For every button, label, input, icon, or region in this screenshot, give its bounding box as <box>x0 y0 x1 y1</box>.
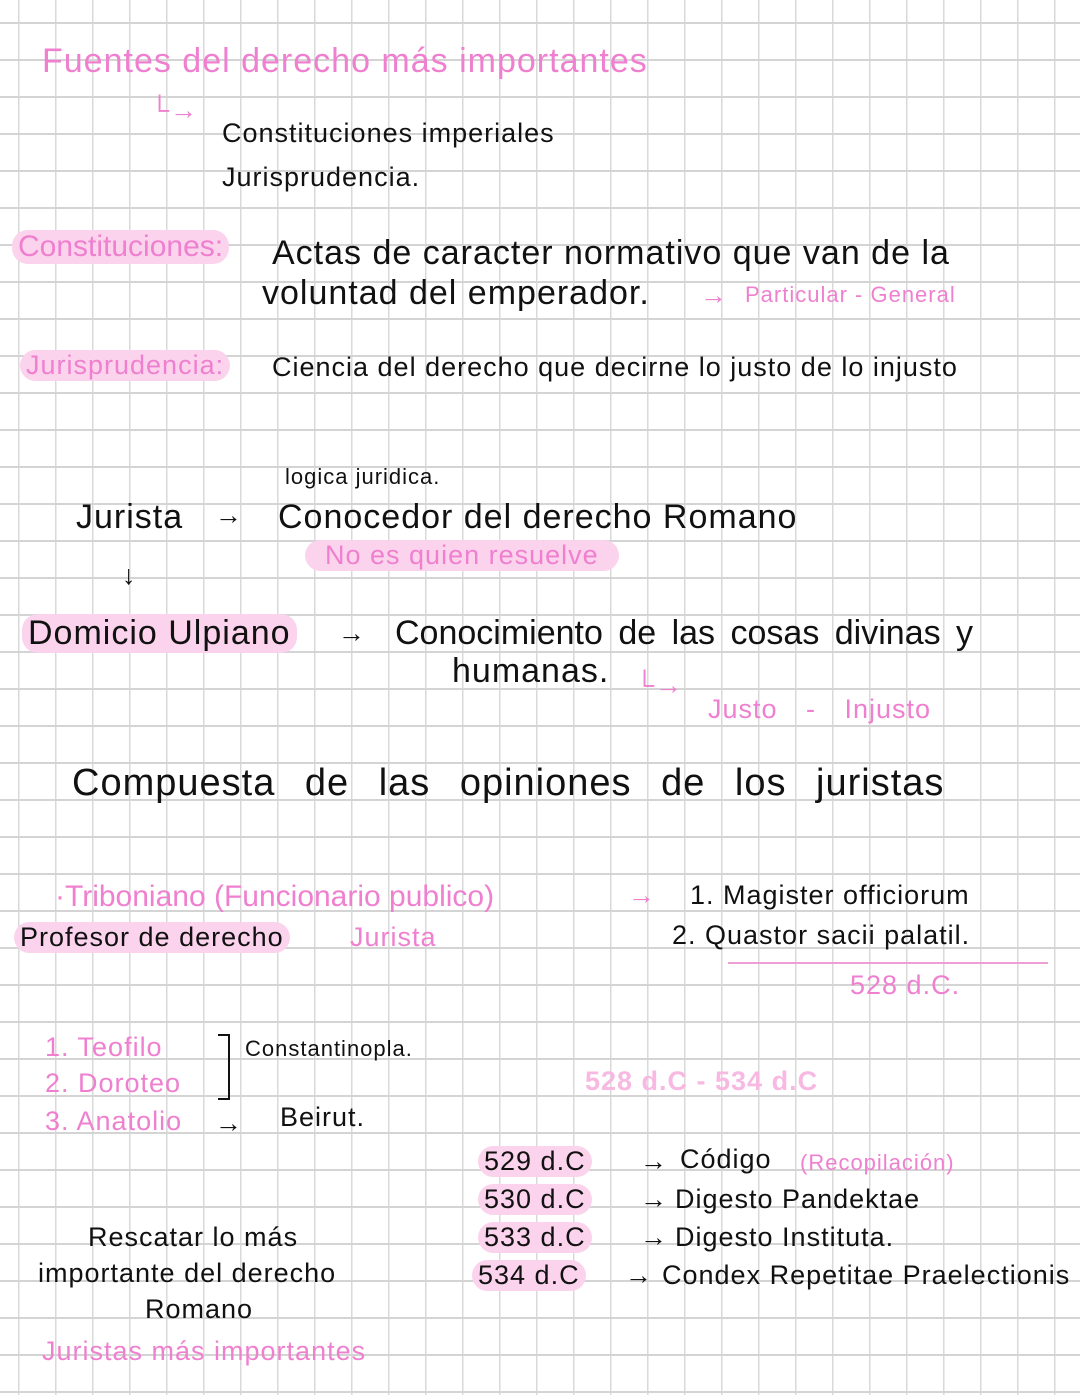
triboniano-date: 528 d.C. <box>850 970 961 1000</box>
jurisprudencia-label: Jurisprudencia: <box>20 350 230 381</box>
footer-heading: Juristas más importantes <box>42 1336 367 1366</box>
arrow-icon: → <box>700 280 728 310</box>
arrow-icon: → <box>215 1108 243 1138</box>
triboniano-item: 1. Magister officiorum <box>690 880 970 910</box>
timeline-text: Condex Repetitae Praelectionis <box>662 1260 1071 1290</box>
timeline-note: (Recopilación) <box>800 1150 955 1175</box>
branch-arrow-icon: └→ <box>635 670 684 700</box>
note-above: logica juridica. <box>285 464 441 489</box>
jurist-item: 1. Teofilo <box>45 1032 163 1062</box>
jurist-item: 3. Anatolio <box>45 1106 183 1136</box>
constituciones-label: Constituciones: <box>12 230 229 264</box>
jurista-label: Jurista <box>76 498 184 536</box>
timeline-text: Código <box>680 1144 772 1174</box>
triboniano-role: Profesor de derecho <box>14 922 290 953</box>
timeline-text: Digesto Instituta. <box>675 1222 895 1252</box>
source-item: Jurisprudencia. <box>222 162 421 192</box>
place-constantinopla: Constantinopla. <box>245 1036 413 1061</box>
arrow-icon: → <box>640 1146 668 1176</box>
page-title: Fuentes del derecho más importantes <box>42 42 648 80</box>
place-beirut: Beirut. <box>280 1102 366 1132</box>
timeline-date: 534 d.C <box>472 1260 586 1291</box>
jurisprudencia-text: Ciencia del derecho que decirne lo justo de lo injusto <box>272 352 958 382</box>
ulpiano-text: humanas. <box>452 652 610 690</box>
constituciones-text: voluntad del emperador. <box>262 274 650 312</box>
arrow-icon: → <box>625 1260 653 1290</box>
arrow-icon: → <box>628 880 656 910</box>
compuesta-text: Compuesta de las opiniones de los juristas <box>72 762 945 804</box>
source-item: Constituciones imperiales <box>222 118 555 148</box>
ulpiano-text: Conocimiento de las cosas divinas y <box>395 614 974 652</box>
rescatar-text: Rescatar lo más <box>88 1222 299 1252</box>
bracket <box>218 1034 230 1100</box>
jurist-item: 2. Doroteo <box>45 1068 182 1098</box>
date-range: 528 d.C - 534 d.C <box>585 1066 819 1096</box>
arrow-icon: → <box>640 1222 668 1252</box>
arrow-icon: → <box>338 618 366 648</box>
arrow-icon: → <box>215 500 243 530</box>
branch-arrow-icon: └→ <box>150 95 199 125</box>
triboniano-item: 2. Quastor sacii palatil. <box>672 920 971 950</box>
timeline-date: 533 d.C <box>478 1222 592 1253</box>
timeline-date: 530 d.C <box>478 1184 592 1215</box>
constituciones-note: Particular - General <box>745 282 956 307</box>
triboniano-role2: Jurista <box>350 922 437 952</box>
timeline-text: Digesto Pandektae <box>675 1184 921 1214</box>
rescatar-text: importante del derecho <box>38 1258 337 1288</box>
ulpiano-sub: Justo - Injusto <box>708 694 932 724</box>
triboniano-label: ·Triboniano (Funcionario publico) <box>55 880 495 913</box>
jurista-text: Conocedor del derecho Romano <box>278 498 798 536</box>
timeline-date: 529 d.C <box>478 1146 592 1177</box>
underline <box>728 962 1048 964</box>
down-arrow-icon: ↓ <box>122 560 137 590</box>
rescatar-text: Romano <box>145 1294 254 1324</box>
ulpiano-label: Domicio Ulpiano <box>22 614 297 653</box>
constituciones-text: Actas de caracter normativo que van de la <box>272 234 950 272</box>
arrow-icon: → <box>640 1184 668 1214</box>
jurista-highlight: No es quien resuelve <box>305 540 619 571</box>
